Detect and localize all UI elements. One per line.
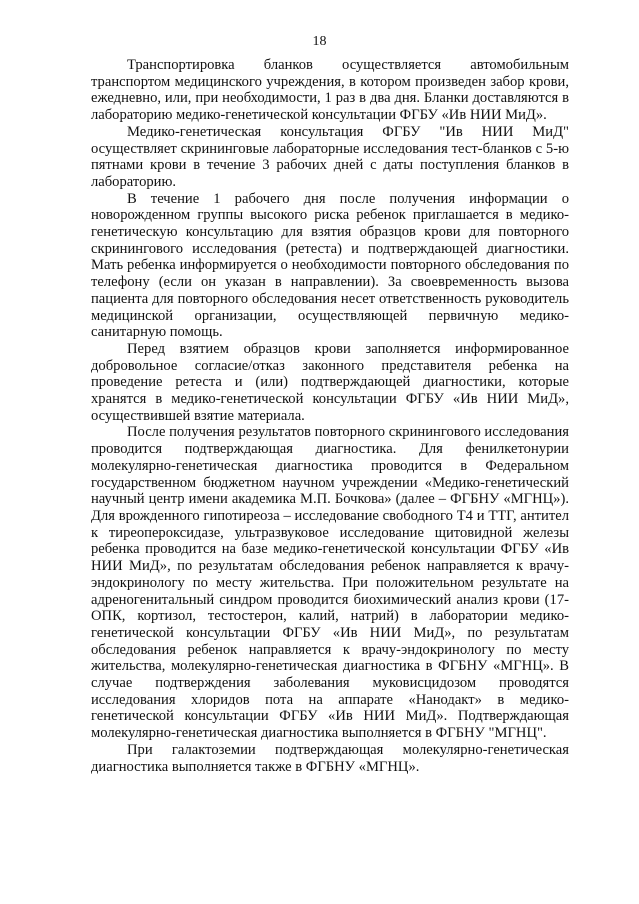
paragraph-blank-transport: Транспортировка бланков осуществляется автомобильным транспортом медицинского учреждения, в котором произведен забор крови, ежедневно, или, при необходимости, 1 раз в два дня. Бланки доставляются в лабораторию медико-генетической консультации ФГБУ «Ив НИИ МиД». <box>91 57 569 124</box>
paragraph-informed-consent: Перед взятием образцов крови заполняется информированное добровольное согласие/отказ законного представителя ребенка на проведение ретеста и (или) подтверждающей диагностики, которые хранятся в медико-генетической консультации ФГБУ «Ив НИИ МиД», осуществившей взятие материала. <box>91 340 569 424</box>
paragraph-retest-invitation: В течение 1 рабочего дня после получения информации о новорожденном группы высокого риска ребенок приглашается в медико-генетическую консультацию для взятия образцов крови для повторного скринингового исследования (ретеста) и подтверждающей диагностики. Мать ребенка информируется о необходимости повторного обследования по телефону (если он указан в направлении). За своевременность вызова пациента для повторного обследования несет ответственность руководитель медицинской организации, осуществляющей первичную медико-санитарную помощь. <box>91 190 569 341</box>
paragraph-confirmatory-diagnostics: После получения результатов повторного скринингового исследования проводится подтверждающая диагностика. Для фенилкетонурии молекулярно-генетическая диагностика проводится в Федеральном государственном бюджетном научном учреждении «Медико-генетический научный центр имени академика М.П. Бочкова» (далее – ФГБНУ «МГНЦ»). Для врожденного гипотиреоза – исследование свободного Т4 и ТТГ, антител к тиреопероксидазе, ультразвуковое исследование щитовидной железы ребенка проводится на базе медико-генетической консультации ФГБУ «Ив НИИ МиД», по результатам обследования ребенок направляется к врачу-эндокринологу по месту жительства. При положительном результате на адреногенитальный синдром проводится биохимический анализ крови (17-ОПК, кортизол, тестостерон, калий, натрий) в лаборатории медико-генетической консультации ФГБУ «Ив НИИ МиД», по результатам обследования ребенок направляется к врачу-эндокринологу по месту жительства, молекулярно-генетическая диагностика в ФГБНУ «МГНЦ». В случае подтверждения заболевания муковисцидозом проводятся исследования хлоридов пота на аппарате «Нанодакт» в медико-генетической консультации ФГБУ «Ив НИИ МиД». Подтверждающая молекулярно-генетическая диагностика выполняется в ФГБНУ "МГНЦ". <box>91 424 569 742</box>
paragraph-galactosemia: При галактоземии подтверждающая молекулярно-генетическая диагностика выполняется также в ФГБНУ «МГНЦ». <box>91 741 569 775</box>
page-number: 18 <box>312 34 327 49</box>
body-text <box>91 57 569 775</box>
paragraph-screening-lab: Медико-генетическая консультация ФГБУ "Ив НИИ МиД" осуществляет скрининговые лабораторные исследования тест-бланков с 5-ю пятнами крови в течение 3 рабочих дней с даты поступления бланков в лабораторию. <box>91 123 569 190</box>
